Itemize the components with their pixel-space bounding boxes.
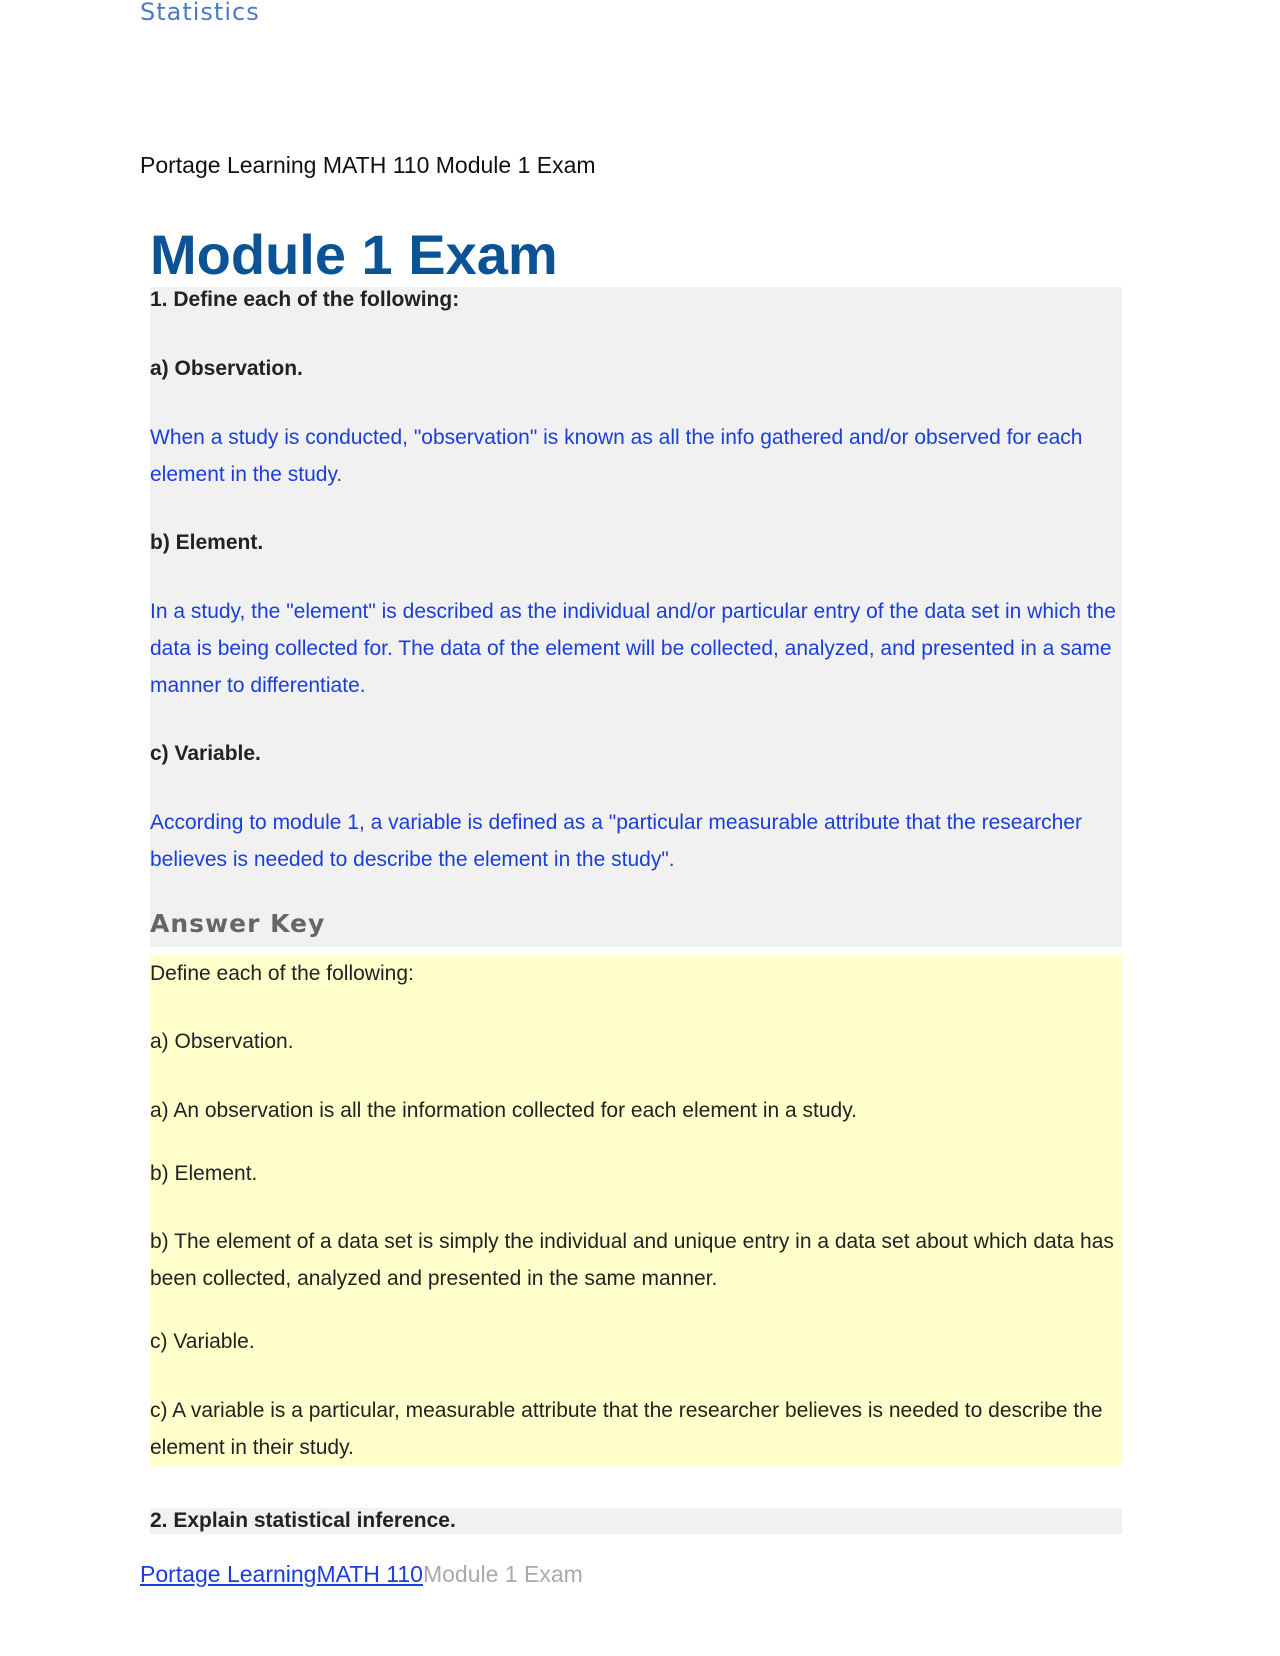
question-1-block bbox=[150, 287, 1122, 947]
document-subtitle: Portage Learning MATH 110 Module 1 Exam bbox=[140, 152, 596, 178]
key-c-answer: c) A variable is a particular, measurable attribute that the researcher believes is needed to describe the element in their study. bbox=[150, 1399, 1103, 1459]
part-c-answer: According to module 1, a variable is defined as a "particular measurable attribute that the researcher believes is needed to describe the element in the study". bbox=[150, 811, 1082, 871]
question-2-block bbox=[150, 1508, 1122, 1534]
key-b-answer: b) The element of a data set is simply the individual and unique entry in a data set about which data has been collected, analyzed and presented in the same manner. bbox=[150, 1230, 1114, 1290]
part-b-label: b) Element. bbox=[150, 531, 264, 554]
part-c-label: c) Variable. bbox=[150, 742, 261, 765]
key-a-label: a) Observation. bbox=[150, 1030, 294, 1053]
part-b-answer: In a study, the "element" is described as the individual and/or particular entry of the data set in which the data is being collected for. The data of the element will be collected, analyzed, and presented in a same manner to differentiate. bbox=[150, 600, 1116, 697]
key-a-answer: a) An observation is all the information collected for each element in a study. bbox=[150, 1099, 857, 1122]
header-statistics: Statistics bbox=[140, 0, 260, 26]
footer-link[interactable]: Portage LearningMATH 110 bbox=[140, 1561, 423, 1587]
key-c-label: c) Variable. bbox=[150, 1330, 255, 1353]
page-title: Module 1 Exam bbox=[150, 223, 558, 286]
answer-key-block bbox=[150, 955, 1122, 1466]
footer bbox=[140, 1561, 583, 1588]
answer-key-prompt: Define each of the following: bbox=[150, 962, 414, 985]
part-a-label: a) Observation. bbox=[150, 357, 303, 380]
question-2-prompt: 2. Explain statistical inference. bbox=[150, 1509, 456, 1532]
question-prompt: 1. Define each of the following: bbox=[150, 288, 460, 311]
part-a-answer: When a study is conducted, "observation" is known as all the info gathered and/or observed for each element in the study. bbox=[150, 426, 1083, 486]
footer-text: Module 1 Exam bbox=[422, 1561, 583, 1587]
key-b-label: b) Element. bbox=[150, 1162, 258, 1185]
answer-key-heading: Answer Key bbox=[150, 909, 326, 938]
